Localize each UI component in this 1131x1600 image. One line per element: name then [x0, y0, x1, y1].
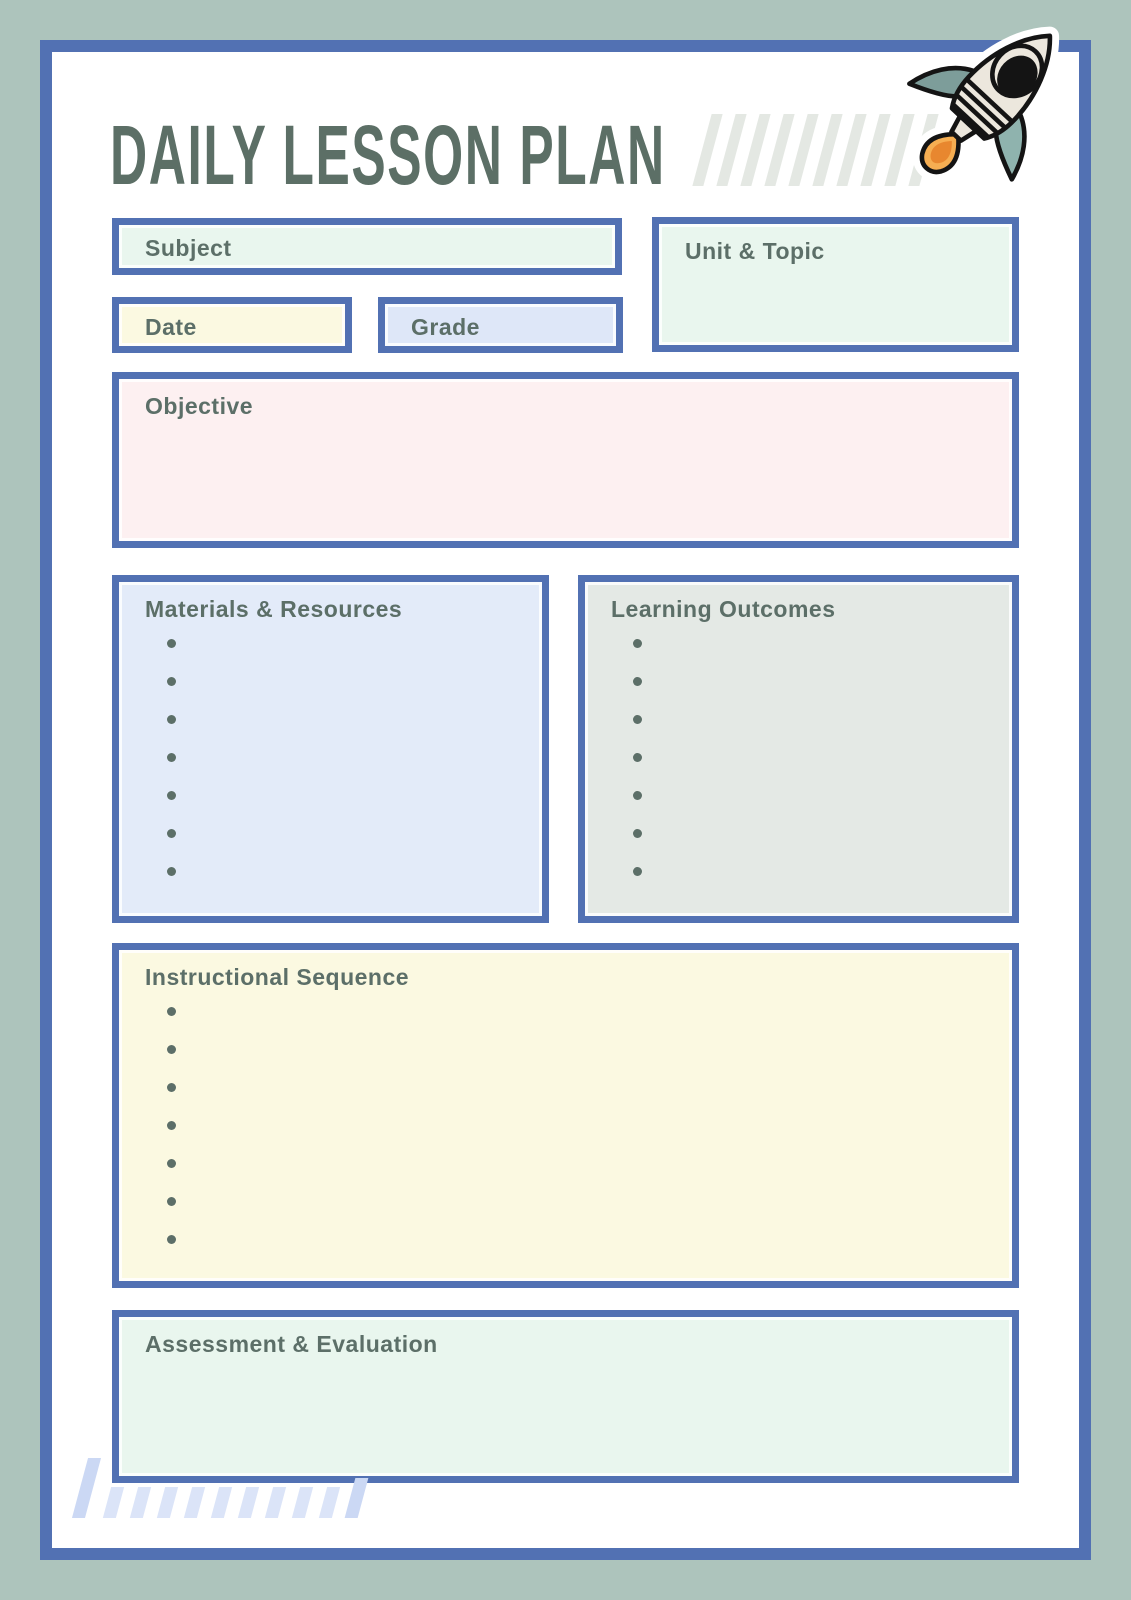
- instructional-sequence-bullet-list: [119, 1007, 1012, 1244]
- rocket-icon: [884, 0, 1090, 212]
- materials-resources-label: Materials & Resources: [145, 596, 403, 622]
- learning-outcomes-bullet-list: [585, 639, 1012, 876]
- materials-bullet-list: [119, 639, 542, 876]
- assessment-evaluation-label: Assessment & Evaluation: [145, 1331, 438, 1357]
- learning-outcomes-field[interactable]: [578, 575, 1019, 923]
- grade-label: Grade: [411, 314, 480, 340]
- instructional-sequence-field[interactable]: [112, 943, 1019, 1288]
- page-title: DAILY LESSON PLAN: [110, 107, 666, 202]
- materials-resources-field[interactable]: [112, 575, 549, 923]
- learning-outcomes-label: Learning Outcomes: [611, 596, 836, 622]
- unit-topic-label: Unit & Topic: [685, 238, 825, 264]
- lesson-plan-page: [40, 40, 1091, 1560]
- date-field[interactable]: [112, 297, 352, 353]
- grade-field[interactable]: [378, 297, 623, 353]
- footer-slashes-decoration: [80, 1456, 363, 1518]
- subject-field[interactable]: [112, 218, 622, 275]
- instructional-sequence-label: Instructional Sequence: [145, 964, 410, 990]
- date-label: Date: [145, 314, 197, 340]
- unit-topic-field[interactable]: [652, 217, 1019, 352]
- objective-field[interactable]: [112, 372, 1019, 548]
- objective-label: Objective: [145, 393, 254, 419]
- subject-label: Subject: [145, 235, 232, 261]
